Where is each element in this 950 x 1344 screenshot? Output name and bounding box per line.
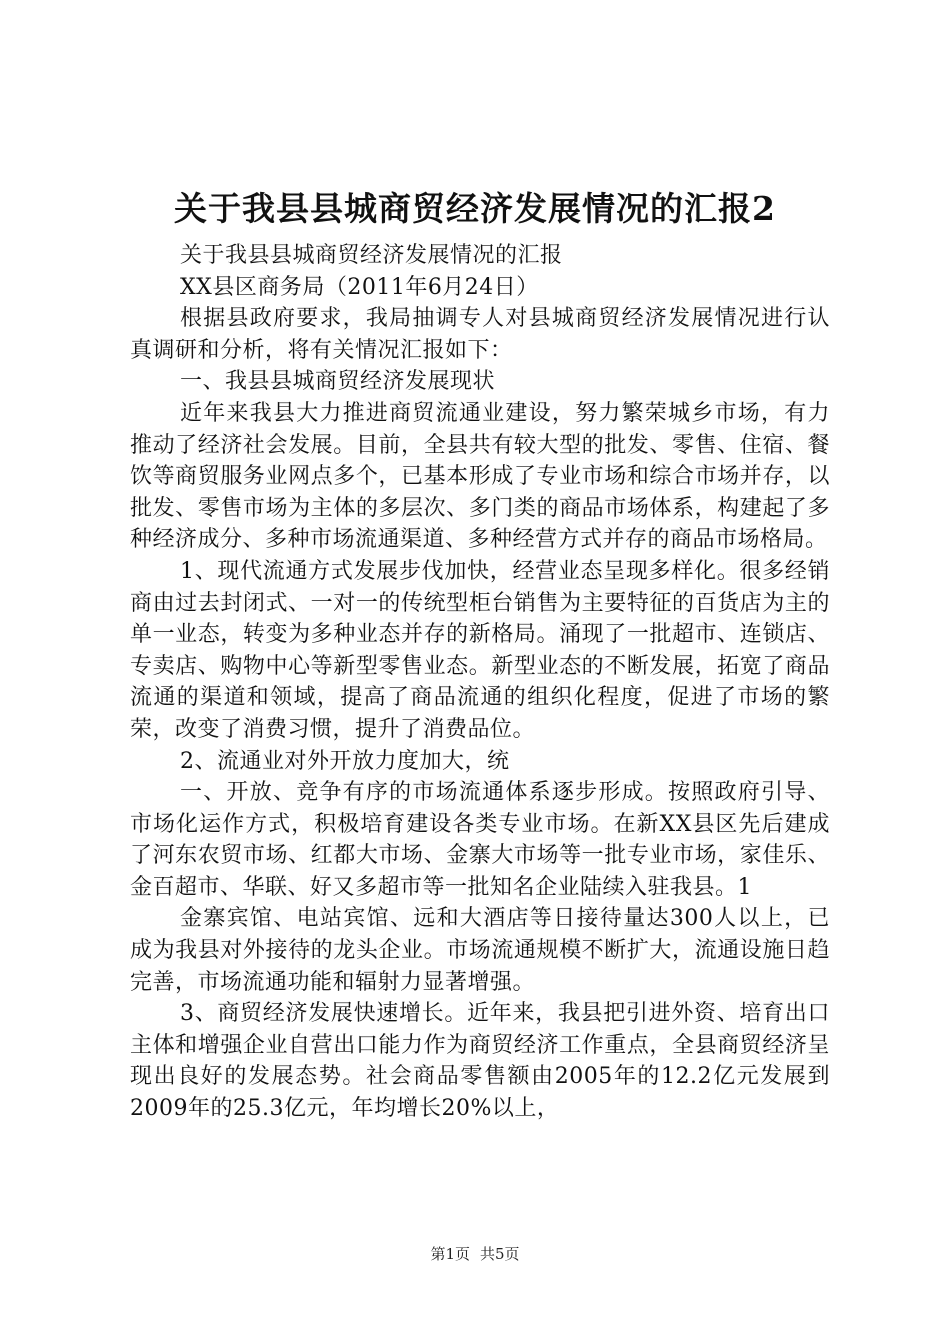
- document-title: 关于我县县城商贸经济发展情况的汇报2: [174, 189, 776, 228]
- paragraph-intro: 根据县政府要求，我局抽调专人对县城商贸经济发展情况进行认真调研和分析，将有关情况汇报如下：: [130, 306, 830, 363]
- section-heading-1: 一、我县县城商贸经济发展现状: [180, 369, 496, 395]
- paragraph-point-3: 3、商贸经济发展快速增长。近年来，我县把引进外资、培育出口主体和增强企业自营出口能力作为商贸经济工作重点，全县商贸经济呈现出良好的发展态势。社会商品零售额由2005年的12.2亿元发展到2009年的25.3亿元，年均增长20%以上，: [130, 1001, 830, 1122]
- paragraph-subtitle: 关于我县县城商贸经济发展情况的汇报: [180, 243, 563, 268]
- paragraph-point-2-continued: 一、开放、竞争有序的市场流通体系逐步形成。按照政府引导、市场化运作方式，积极培育建设各类专业市场。在新XX县区先后建成了河东农贸市场、红都大市场、金寨大市场等一批专业市场，家佳乐、金百超市、华联、好又多超市等一批知名企业陆续入驻我县。1: [130, 780, 830, 900]
- paragraph-hotels: 金寨宾馆、电站宾馆、远和大酒店等日接待量达300人以上，已成为我县对外接待的龙头企业。市场流通规模不断扩大，流通设施日趋完善，市场流通功能和辐射力显著增强。: [130, 906, 830, 995]
- paragraph-issuer-date: XX县区商务局（2011年6月24日）: [180, 274, 539, 300]
- paragraph-point-2: 2、流通业对外开放力度加大，统: [180, 748, 510, 774]
- page-footer: [0, 1244, 950, 1264]
- page-total: 共5页: [480, 1245, 520, 1263]
- paragraph-point-1: 1、现代流通方式发展步伐加快，经营业态呈现多样化。很多经销商由过去封闭式、一对一的传统型柜台销售为主要特征的百货店为主的单一业态，转变为多种业态并存的新格局。涌现了一批超市、连锁店、专卖店、购物中心等新型零售业态。新型业态的不断发展，拓宽了商品流通的渠道和领域，提高了商品流通的组织化程度，促进了市场的繁荣，改变了消费习惯，提升了消费品位。: [130, 558, 830, 742]
- paragraph-overview: 近年来我县大力推进商贸流通业建设，努力繁荣城乡市场，有力推动了经济社会发展。目前，全县共有较大型的批发、零售、住宿、餐饮等商贸服务业网点多个，已基本形成了专业市场和综合市场并存，以批发、零售市场为主体的多层次、多门类的商品市场体系，构建起了多种经济成分、多种市场流通渠道、多种经营方式并存的商品市场格局。: [130, 400, 830, 553]
- page-number: 第1页: [430, 1245, 470, 1263]
- document-body: [130, 240, 830, 1125]
